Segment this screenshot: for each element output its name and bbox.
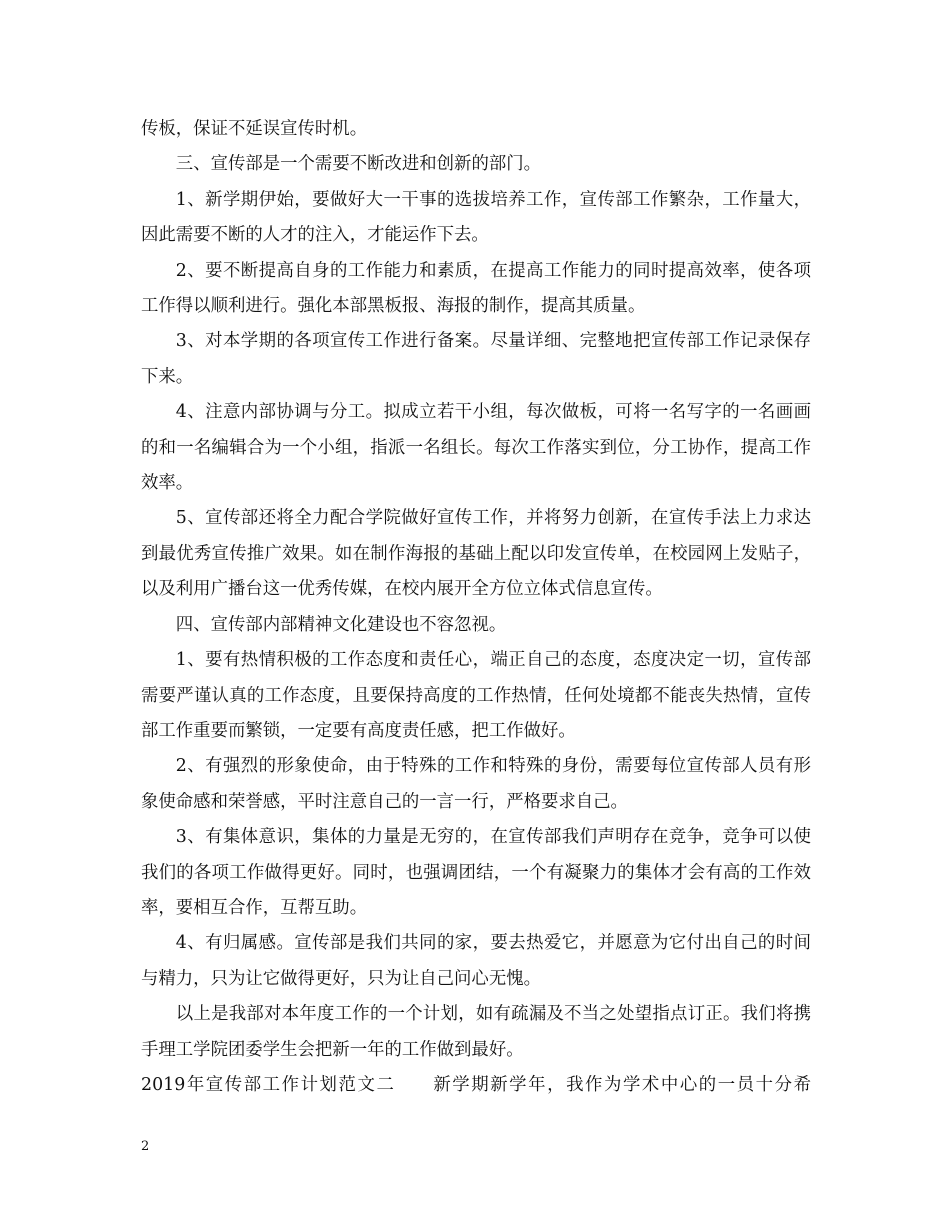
paragraph-4-4: 4、有归属感。宣传部是我们共同的家，要去热爱它，并愿意为它付出自己的时间与精力，只为让它做得更好，只为让自己问心无愧。 [141, 933, 811, 989]
paragraph-3-2: 2、要不断提高自身的工作能力和素质，在提高工作能力的同时提高效率，使各项工作得以顺利进行。强化本部黑板报、海报的制作，提高其质量。 [141, 260, 811, 317]
section-heading-3: 三、宣传部是一个需要不断改进和创新的部门。 [175, 154, 542, 175]
page-number: 2 [141, 1139, 150, 1154]
section-heading-4: 四、宣传部内部精神文化建设也不容忽视。 [175, 614, 507, 635]
paragraph-3-4: 4、注意内部协调与分工。拟成立若干小组，每次做板，可将一名写字的一名画画的和一名编辑合为一个小组，指派一名组长。每次工作落实到位，分工协作，提高工作效率。 [141, 402, 811, 494]
document-body [141, 112, 811, 1103]
paragraph-3-1: 1、新学期伊始，要做好大一干事的选拔培养工作，宣传部工作繁杂，工作量大，因此需要不断的人才的注入，才能运作下去。 [141, 189, 811, 246]
next-document-heading: 2019年宣传部工作计划范文二 新学期新学年，我作为学术中心的一员十分希 [141, 1074, 811, 1095]
paragraph-3-5: 5、宣传部还将全力配合学院做好宣传工作，并将努力创新，在宣传手法上力求达到最优秀宣传推广效果。如在制作海报的基础上配以印发宣传单，在校园网上发贴子，以及利用广播台这一优秀传媒，在校内展开全方位立体式信息宣传。 [141, 508, 811, 600]
closing-paragraph: 以上是我部对本年度工作的一个计划，如有疏漏及不当之处望指点订正。我们将携手理工学院团委学生会把新一年的工作做到最好。 [141, 1004, 811, 1060]
paragraph-4-2: 2、有强烈的形象使命，由于特殊的工作和特殊的身份，需要每位宣传部人员有形象使命感和荣誉感，平时注意自己的一言一行，严格要求自己。 [141, 756, 811, 812]
paragraph-3-3: 3、对本学期的各项宣传工作进行备案。尽量详细、完整地把宣传部工作记录保存下来。 [141, 331, 811, 387]
paragraph-4-1: 1、要有热情积极的工作态度和责任心，端正自己的态度，态度决定一切，宣传部需要严谨认真的工作态度，且要保持高度的工作热情，任何处境都不能丧失热情，宣传部工作重要而繁锁，一定要有高度责任感，把工作做好。 [141, 650, 811, 741]
paragraph-4-3: 3、有集体意识，集体的力量是无穷的，在宣传部我们声明存在竞争，竞争可以使我们的各项工作做得更好。同时，也强调团结，一个有凝聚力的集体才会有高的工作效率，要相互合作，互帮互助。 [141, 827, 811, 918]
paragraph-continuation: 传板，保证不延误宣传时机。 [141, 119, 368, 139]
